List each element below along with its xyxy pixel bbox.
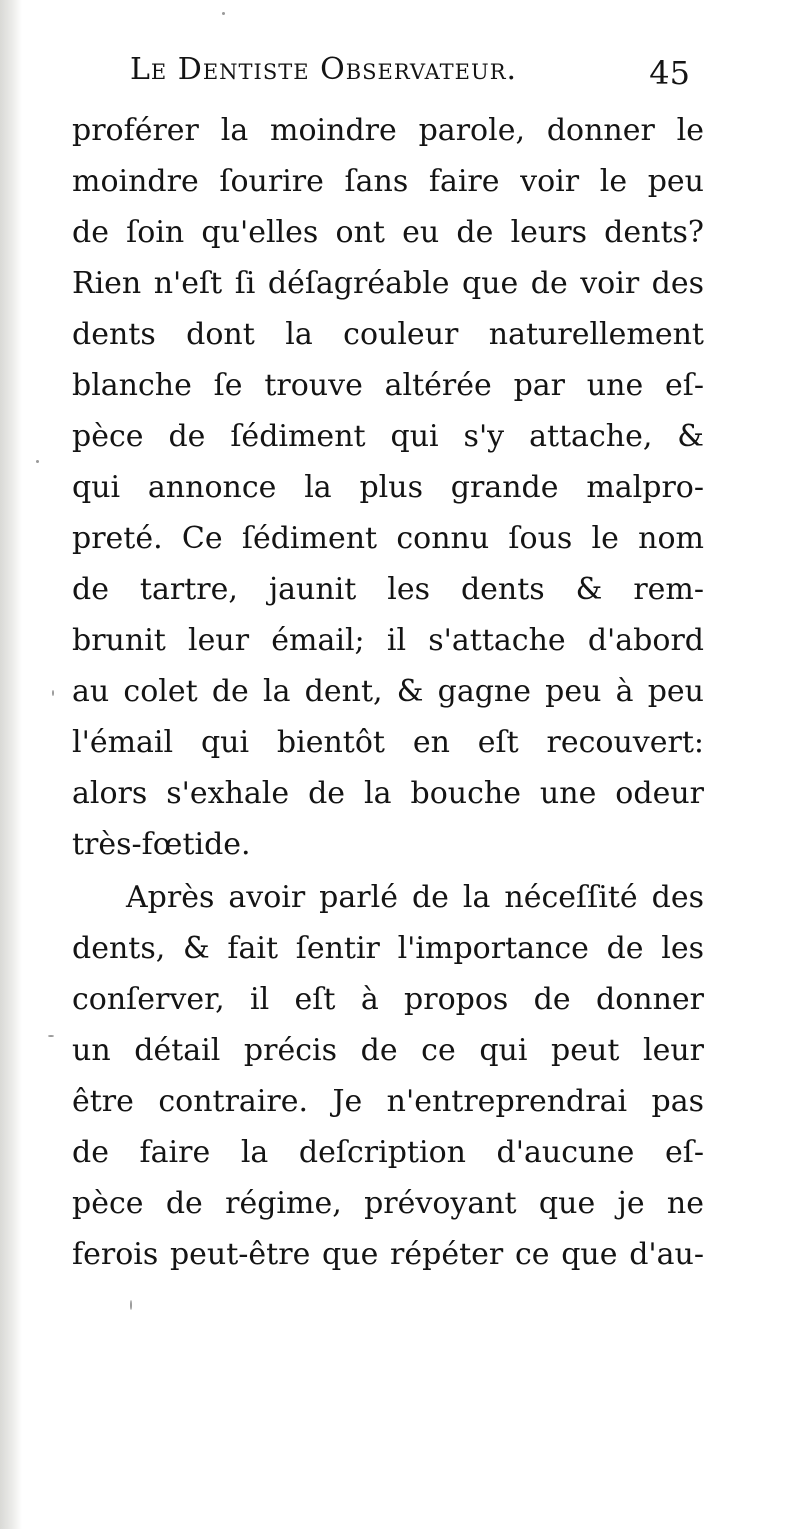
- text-line: dents dont la couleur naturellement: [72, 317, 704, 352]
- text-line: pèce de ſédiment qui s'y attache, &: [72, 419, 704, 454]
- paper-speck: [52, 690, 54, 696]
- text-line: très-fœtide.: [72, 827, 251, 862]
- paragraph: [72, 872, 704, 1280]
- paper-speck: [48, 1035, 54, 1037]
- text-line: de tartre, jaunit les dents & rem-: [72, 572, 704, 607]
- text-line: ferois peut-être que répéter ce que d'au-: [72, 1237, 704, 1272]
- text-line: au colet de la dent, & gagne peu à peu: [72, 674, 704, 709]
- text-line: de faire la deſcription d'aucune eſ-: [72, 1135, 704, 1170]
- text-line: dents, & fait ſentir l'importance de les: [72, 931, 704, 966]
- text-line: Après avoir parlé de la néceſſité des: [126, 880, 704, 915]
- paper-speck: [130, 1300, 132, 1310]
- running-head: Le Dentiste Observateur.: [130, 52, 518, 87]
- text-line: qui annonce la plus grande malpro-: [72, 470, 704, 505]
- text-line: preté. Ce ſédiment connu ſous le nom: [72, 521, 704, 556]
- paragraph: [72, 105, 704, 870]
- text-line: brunit leur émail; il s'attache d'abord: [72, 623, 704, 658]
- text-line: blanche ſe trouve altérée par une eſ-: [72, 368, 704, 403]
- text-line: l'émail qui bientôt en eſt recouvert:: [72, 725, 704, 760]
- paper-speck: [222, 12, 225, 15]
- text-line: alors s'exhale de la bouche une odeur: [72, 776, 704, 811]
- text-line: pèce de régime, prévoyant que je ne: [72, 1186, 704, 1221]
- text-line: moindre ſourire ſans faire voir le peu: [72, 164, 704, 199]
- page-gutter-shadow: [0, 0, 22, 1529]
- text-line: être contraire. Je n'entreprendrai pas: [72, 1084, 704, 1119]
- body-text: [72, 105, 704, 1280]
- page-number: 45: [649, 54, 690, 92]
- text-line: proférer la moindre parole, donner le: [72, 113, 704, 148]
- text-line: Rien n'eſt ſi déſagréable que de voir des: [72, 266, 704, 301]
- text-line: conſerver, il eſt à propos de donner: [72, 982, 704, 1017]
- page-header: [130, 48, 690, 100]
- text-line: de ſoin qu'elles ont eu de leurs dents?: [72, 215, 704, 250]
- paper-speck: [36, 460, 39, 463]
- text-line: un détail précis de ce qui peut leur: [72, 1033, 704, 1068]
